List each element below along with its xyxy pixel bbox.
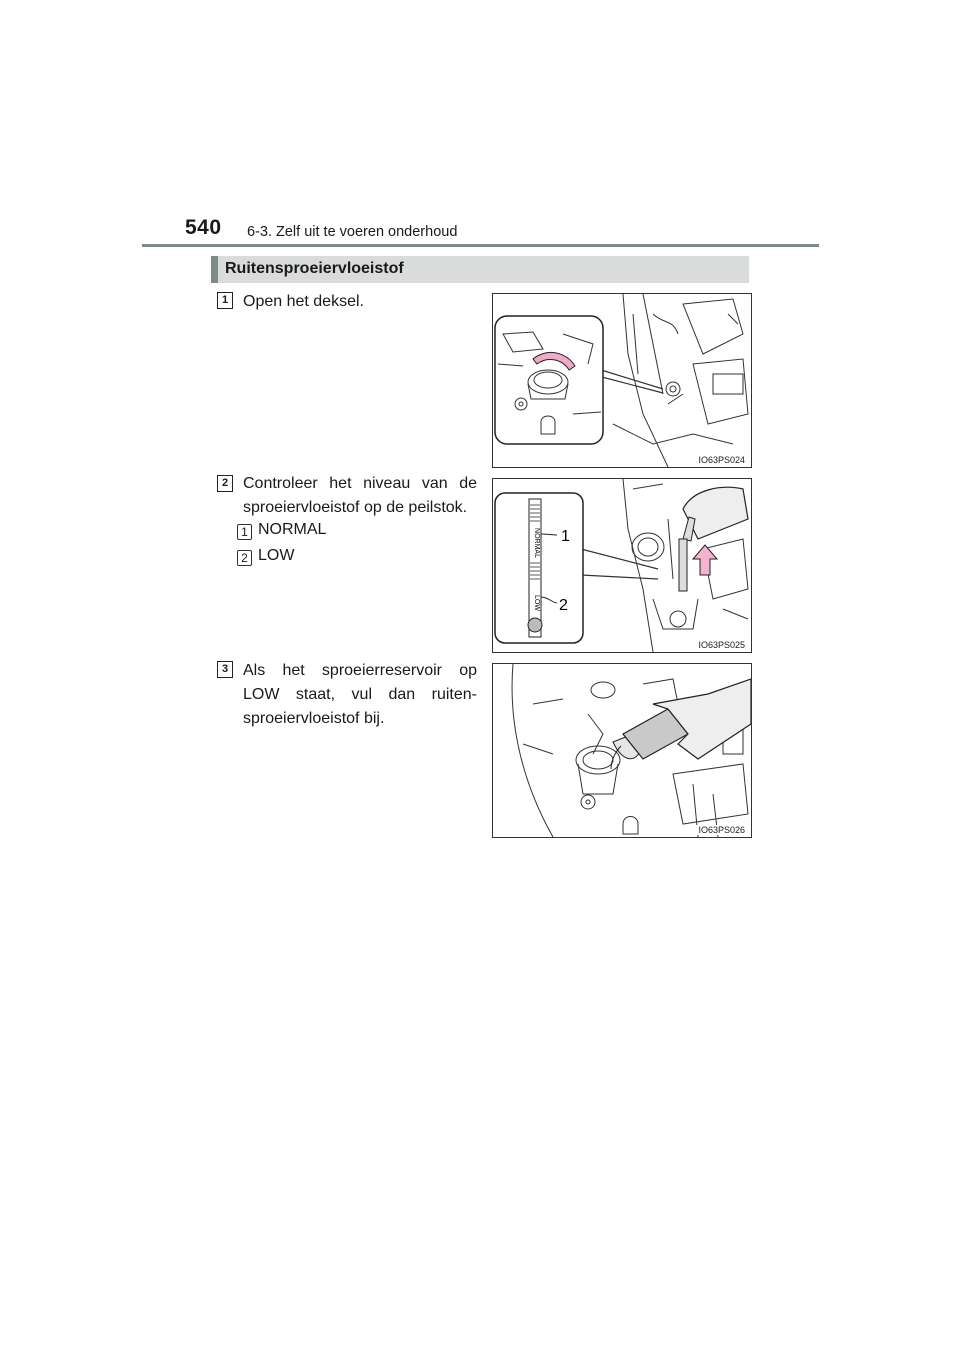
dipstick-label-normal: NORMAL [533,528,540,558]
item-label-low: LOW [258,547,295,564]
figure-code: IO63PS026 [698,825,745,835]
step-2-line: Controleer het niveau van de [243,475,477,492]
page-number: 540 [185,216,222,239]
figure-open-cap [492,293,752,468]
step-3-line: LOW staat, vul dan ruiten- [243,686,477,703]
header-rule [142,244,819,247]
step-number-1: 1 [217,292,233,309]
figure-callout-1: 1 [561,528,570,545]
engine-bay-illustration-1 [493,294,751,467]
step-2-text [243,472,477,520]
step-3-line: sproeiervloeistof bij. [243,710,385,727]
figure-refill [492,663,752,838]
engine-bay-illustration-2 [493,479,751,652]
step-3-text [243,659,477,731]
step-1-line: Open het deksel. [243,293,364,310]
step-3-line: Als het sproeierreservoir op [243,662,477,679]
item-label-normal: NORMAL [258,521,327,538]
section-title-bar [211,256,749,283]
figure-code: IO63PS024 [698,455,745,465]
figure-check-level [492,478,752,653]
section-accent [211,256,218,283]
section-title: Ruitensproeiervloeistof [225,260,404,277]
figure-callout-2: 2 [559,597,568,614]
item-number-1: 1 [237,524,252,540]
step-number-2: 2 [217,475,233,492]
item-number-2: 2 [237,550,252,566]
dipstick-label-low: LOW [533,595,540,611]
figure-code: IO63PS025 [698,640,745,650]
step-2-line: sproeiervloeistof op de peilstok. [243,499,468,516]
step-number-3: 3 [217,661,233,678]
step-1-text [243,290,477,314]
engine-bay-illustration-3 [493,664,751,837]
section-path: 6-3. Zelf uit te voeren onderhoud [247,224,458,240]
